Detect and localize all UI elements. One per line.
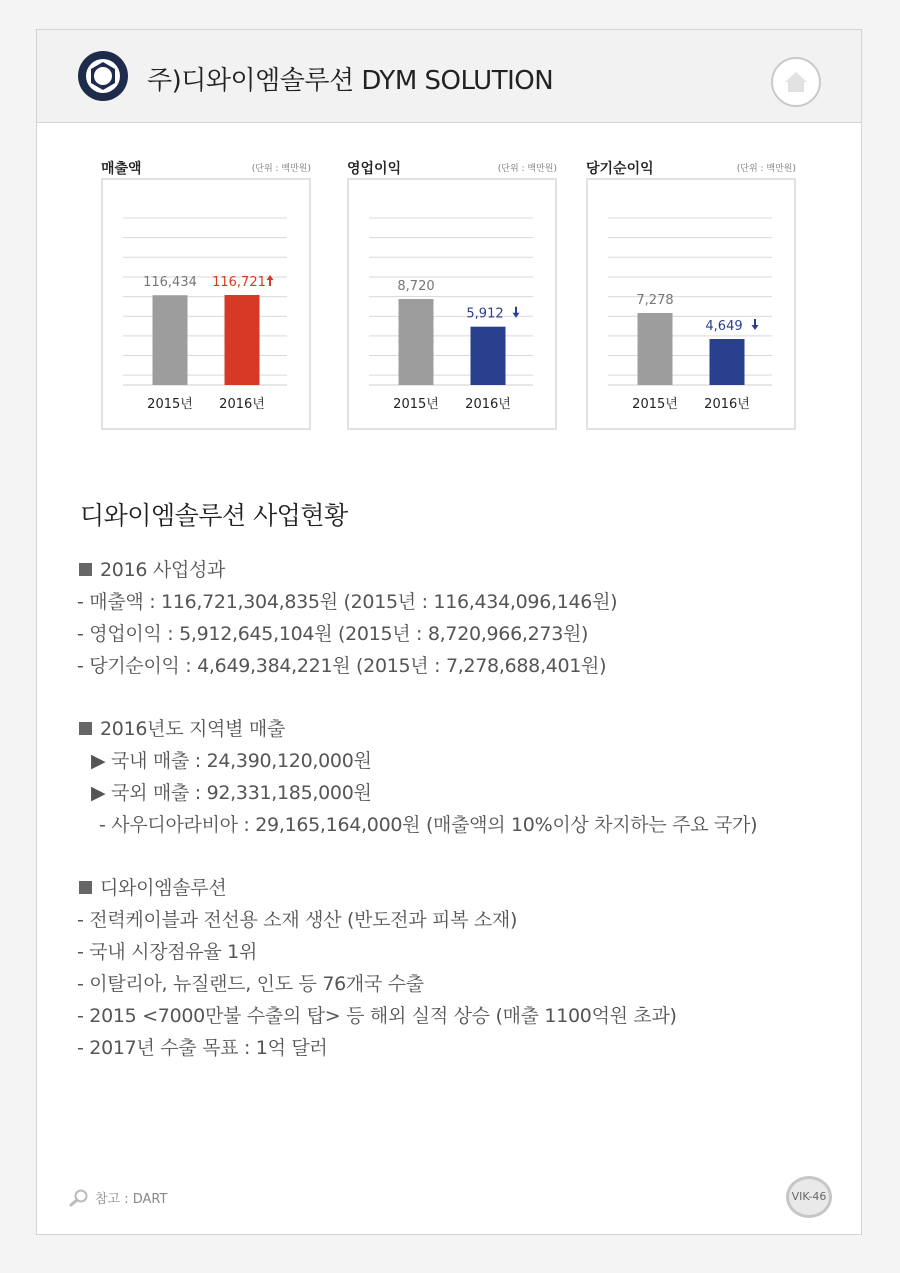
category-label: 2015년	[147, 397, 193, 412]
home-button[interactable]	[771, 57, 821, 107]
list-item	[77, 905, 517, 932]
chart-title: 당기순이익	[586, 161, 654, 177]
magnifier-icon	[69, 1189, 89, 1207]
chart-title: 매출액	[101, 161, 142, 177]
square-bullet-icon	[79, 563, 92, 576]
list-item	[77, 937, 257, 964]
bar-chart-svg	[588, 180, 794, 428]
category-label: 2016년	[219, 397, 265, 412]
square-bullet-icon	[79, 881, 92, 894]
page-header	[37, 30, 861, 123]
line-text: - 매출액 : 116,721,304,835원 (2015년 : 116,434,096,146원)	[77, 591, 618, 613]
line-text: - 영업이익 : 5,912,645,104원 (2015년 : 8,720,966,273원)	[77, 623, 589, 645]
list-item	[99, 810, 757, 837]
chart-box	[586, 178, 796, 430]
line-text: - 국내 시장점유율 1위	[77, 941, 257, 963]
content-card	[36, 29, 862, 1235]
list-item	[77, 969, 424, 996]
chart-box	[101, 178, 311, 430]
list-item	[77, 619, 588, 646]
reference-text: 참고 : DART	[95, 1192, 168, 1207]
bar-2016년	[471, 327, 506, 385]
square-bullet-icon	[79, 722, 92, 735]
line-text: ▶ 국내 매출 : 24,390,120,000원	[91, 750, 372, 772]
data-label: 5,912	[466, 306, 504, 322]
line-text: ▶ 국외 매출 : 92,331,185,000원	[91, 782, 372, 804]
page-code-badge: VIK-46	[786, 1176, 832, 1218]
list-item	[77, 651, 606, 678]
section-title: 디와이엠솔루션 사업현황	[80, 501, 348, 530]
line-text: - 2015 <7000만불 수출의 탑> 등 해외 실적 상승 (매출 1100억원 초과)	[77, 1005, 677, 1027]
bar-2015년	[399, 299, 434, 385]
line-text: - 당기순이익 : 4,649,384,221원 (2015년 : 7,278,688,401원)	[77, 655, 607, 677]
line-text: 2016 사업성과	[100, 559, 226, 581]
company-logo-icon	[78, 51, 128, 101]
subsection-heading	[79, 714, 285, 741]
bar-2015년	[153, 295, 188, 385]
data-label: 8,720	[397, 279, 435, 294]
data-label: 116,721	[212, 275, 266, 290]
subsection-heading	[79, 873, 226, 900]
chart-box	[347, 178, 557, 430]
bar-chart-svg	[349, 180, 555, 428]
line-text: 디와이엠솔루션	[100, 877, 227, 899]
data-label: 7,278	[636, 293, 674, 308]
data-label: 116,434	[143, 275, 197, 291]
chart-unit: (단위 : 백만원)	[736, 164, 796, 174]
chart-title: 영업이익	[347, 161, 402, 177]
list-item	[77, 1033, 327, 1060]
category-label: 2016년	[465, 397, 511, 412]
list-item	[91, 746, 372, 773]
bar-chart-svg	[103, 180, 309, 428]
line-text: - 전력케이블과 전선용 소재 생산 (반도전과 피복 소재)	[77, 909, 518, 931]
category-label: 2015년	[393, 397, 439, 412]
chart-unit: (단위 : 백만원)	[251, 164, 311, 174]
line-text: - 이탈리아, 뉴질랜드, 인도 등 76개국 수출	[77, 973, 424, 995]
home-icon	[784, 70, 808, 94]
footer-reference	[69, 1188, 167, 1207]
down-arrow-icon	[752, 319, 759, 330]
list-item	[91, 778, 372, 805]
list-item	[77, 587, 617, 614]
category-label: 2016년	[704, 397, 750, 412]
list-item	[77, 1001, 677, 1028]
category-label: 2015년	[632, 397, 678, 412]
chart-unit: (단위 : 백만원)	[497, 164, 557, 174]
data-label: 4,649	[705, 319, 743, 335]
bar-2016년	[225, 295, 260, 385]
bar-2016년	[710, 339, 745, 385]
bar-2015년	[638, 313, 673, 385]
line-text: - 사우디아라비아 : 29,165,164,000원 (매출액의 10%이상 차지하는 주요 국가)	[99, 814, 758, 836]
company-name: 주)디와이엠솔루션 DYM SOLUTION	[147, 66, 554, 96]
line-text: - 2017년 수출 목표 : 1억 달러	[77, 1037, 328, 1059]
subsection-heading	[79, 555, 225, 582]
line-text: 2016년도 지역별 매출	[100, 718, 286, 740]
